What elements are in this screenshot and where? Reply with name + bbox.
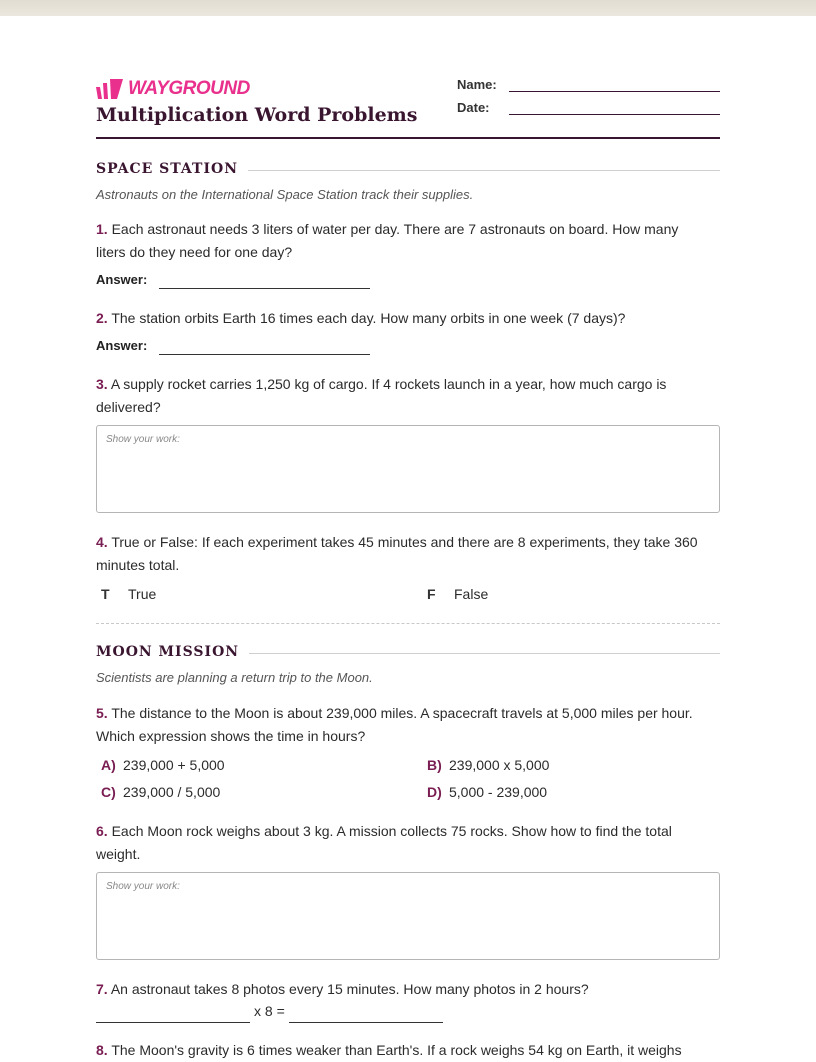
option-c[interactable] [101, 784, 220, 800]
option-label: 239,000 x 5,000 [449, 757, 550, 773]
option-label: 239,000 + 5,000 [123, 757, 225, 773]
section-title: MOON MISSION [96, 644, 249, 660]
question-text: Each astronaut needs 3 liters of water per day. There are 7 astronauts on board. How many liters do they need for one day? [96, 221, 679, 260]
option-false[interactable] [422, 586, 488, 602]
question-4 [96, 531, 706, 576]
question-7 [96, 978, 706, 1001]
answer-line[interactable] [159, 354, 370, 355]
question-number: 1. [96, 221, 108, 237]
brand-name: WAYGROUND [128, 78, 250, 99]
question-text: True or False: If each experiment takes 45 minutes and there are 8 experiments, they take 360 minutes total. [96, 534, 698, 573]
wayground-logo-icon [96, 79, 123, 99]
question-text: The station orbits Earth 16 times each day. How many orbits in one week (7 days)? [111, 310, 626, 326]
work-box-6[interactable] [96, 872, 720, 960]
blank-input-1[interactable] [96, 1008, 250, 1023]
question-number: 2. [96, 310, 108, 326]
question-8 [96, 1039, 706, 1062]
option-letter: B) [427, 757, 442, 773]
section-title: SPACE STATION [96, 161, 248, 177]
question-5 [96, 702, 706, 747]
answer-field-2[interactable] [96, 338, 396, 356]
question-2 [96, 307, 706, 330]
option-label: 239,000 / 5,000 [123, 784, 221, 800]
name-field[interactable] [457, 77, 720, 97]
name-label: Name: [457, 77, 497, 92]
page-title: Multiplication Word Problems [96, 104, 418, 126]
option-true[interactable] [96, 586, 156, 602]
work-box-3[interactable] [96, 425, 720, 513]
top-bar [0, 0, 816, 16]
option-letter: T [101, 586, 110, 602]
work-box-hint: Show your work: [106, 434, 180, 445]
brand-logo [96, 78, 250, 100]
answer-label: Answer: [96, 272, 148, 287]
question-text: A supply rocket carries 1,250 kg of cargo. If 4 rockets launch in a year, how much cargo is delivered? [96, 376, 667, 415]
name-line[interactable] [509, 91, 720, 92]
question-3 [96, 373, 706, 418]
question-1 [96, 218, 706, 263]
option-label: False [454, 586, 489, 602]
option-letter: D) [427, 784, 442, 800]
question-number: 6. [96, 823, 108, 839]
question-6 [96, 820, 706, 865]
option-d[interactable] [427, 784, 547, 800]
question-text: An astronaut takes 8 photos every 15 minutes. How many photos in 2 hours? [110, 981, 589, 997]
question-number: 8. [96, 1042, 108, 1058]
section-divider [96, 623, 720, 624]
answer-line[interactable] [159, 288, 370, 289]
option-label: 5,000 - 239,000 [449, 784, 548, 800]
question-text: The Moon's gravity is 6 times weaker than Earth's. If a rock weighs 54 kg on Earth, it weighs [111, 1042, 682, 1058]
section-moon-mission [96, 644, 720, 664]
section-description: Astronauts on the International Space Station track their supplies. [96, 187, 474, 202]
date-line[interactable] [509, 114, 720, 115]
question-number: 7. [96, 981, 108, 997]
option-label: True [128, 586, 157, 602]
header-divider [96, 137, 720, 139]
option-b[interactable] [427, 757, 549, 773]
section-description: Scientists are planning a return trip to the Moon. [96, 670, 373, 685]
question-text: The distance to the Moon is about 239,000 miles. A spacecraft travels at 5,000 miles per hour. Which expression shows the time in hours? [96, 705, 693, 744]
question-number: 4. [96, 534, 108, 550]
section-space-station [96, 161, 720, 181]
question-number: 3. [96, 376, 108, 392]
blank-input-2[interactable] [289, 1008, 443, 1023]
question-text: Each Moon rock weighs about 3 kg. A mission collects 75 rocks. Show how to find the total weight. [96, 823, 672, 862]
option-a[interactable] [101, 757, 225, 773]
blank-operator: x 8 = [254, 1003, 285, 1019]
date-label: Date: [457, 100, 490, 115]
work-box-hint: Show your work: [106, 881, 180, 892]
question-number: 5. [96, 705, 108, 721]
option-letter: A) [101, 757, 116, 773]
option-letter: C) [101, 784, 116, 800]
answer-label: Answer: [96, 338, 148, 353]
answer-field-1[interactable] [96, 272, 396, 290]
option-letter: F [427, 586, 436, 602]
date-field[interactable] [457, 100, 720, 120]
